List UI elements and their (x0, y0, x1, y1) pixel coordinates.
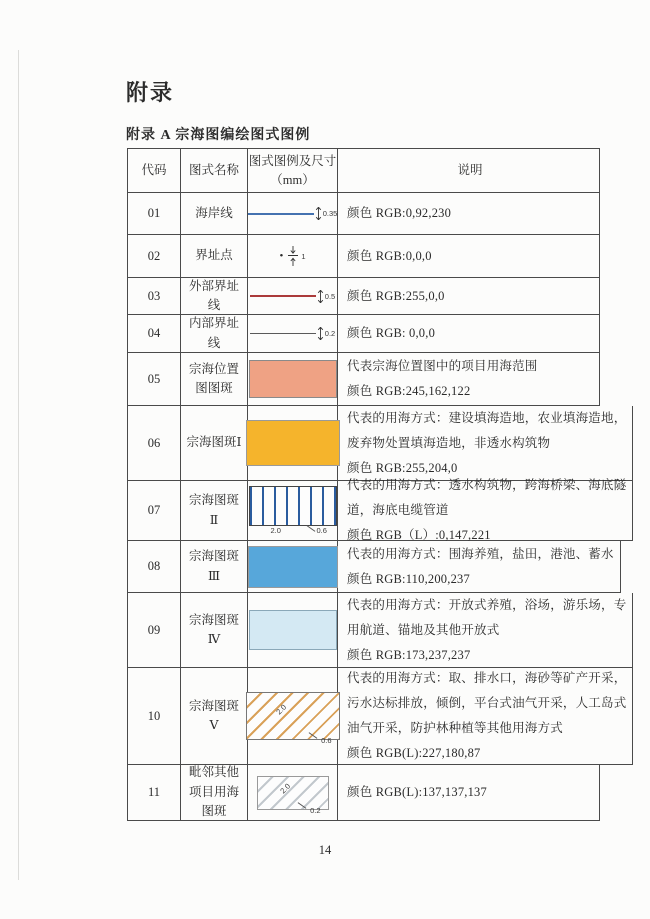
code-cell: 03 (128, 278, 181, 315)
table-row (128, 668, 627, 765)
name-cell: 宗海图斑Ⅳ (181, 593, 248, 668)
color-swatch (246, 420, 340, 466)
code-cell: 06 (128, 406, 181, 481)
description-line: 颜色 RGB:173,237,237 (347, 647, 471, 662)
symbol-cell (248, 278, 338, 315)
description-line: 颜色 RGB: 0,0,0 (347, 326, 436, 340)
description-line: 颜色 RGB(L):137,137,137 (347, 785, 487, 799)
description-cell (338, 668, 633, 765)
scan-edge-artifact (18, 50, 19, 880)
description-cell (338, 478, 633, 542)
dimension-arrow-icon (315, 207, 322, 220)
name-cell: 外部界址线 (181, 278, 248, 315)
dimension-label: 0.2 (310, 805, 321, 815)
description-cell (338, 593, 633, 668)
description-line: 颜色 RGB:255,204,0 (347, 460, 458, 475)
description-cell (338, 541, 621, 593)
code-cell: 07 (128, 481, 181, 541)
code-cell: 05 (128, 353, 181, 406)
description-line: 颜色 RGB:0,0,0 (347, 248, 432, 263)
color-swatch (249, 360, 337, 398)
description-line: 代表的用海方式：围海养殖，盐田，港池、蓄水 (347, 546, 614, 561)
header-description: 说明 (338, 149, 600, 193)
symbol-cell (248, 193, 338, 235)
table-row (128, 593, 627, 668)
dimension-label: 2.0 (273, 702, 288, 717)
page-number: 14 (318, 843, 332, 857)
description-cell (338, 353, 600, 406)
name-cell: 内部界址线 (181, 315, 248, 353)
description-line: 颜色 RGB:255,0,0 (347, 288, 445, 303)
header-legend-line1: 图式图例及尺寸 (248, 153, 337, 168)
description-cell (338, 193, 600, 235)
description-line: 颜色 RGB:245,162,122 (347, 384, 471, 398)
table-row (128, 478, 627, 542)
section-title: 附录 A 宗海图编绘图式图例 (126, 128, 311, 143)
description-line: 颜色 RGB:110,200,237 (347, 571, 470, 586)
description-line: 道，海底电缆管道 (347, 503, 449, 517)
symbol-cell (248, 765, 338, 821)
code-cell: 09 (128, 593, 181, 668)
header-name: 图式名称 (181, 149, 248, 193)
table-row (128, 193, 600, 235)
header-code: 代码 (128, 149, 181, 193)
description-cell (338, 406, 633, 481)
code-cell: 01 (128, 193, 181, 235)
header-legend-line2: （mm） (270, 172, 315, 187)
description-line: 代表的用海方式：建设填海造地，农业填海造地， (347, 410, 627, 425)
name-cell: 毗邻其他项目用海图斑 (181, 765, 248, 821)
leader-line-icon (306, 525, 315, 532)
dimension-label: 0.6 (316, 525, 327, 535)
code-cell: 04 (128, 315, 181, 353)
hatched-swatch (257, 776, 329, 810)
table-row (128, 765, 600, 821)
code-cell: 08 (128, 541, 181, 593)
description-line: 颜色 RGB(L):227,180,87 (347, 746, 481, 760)
description-line: 污水达标排放，倾倒，平台式油气开采，人工岛式 (347, 696, 627, 710)
dimension-arrow-icon (317, 327, 324, 340)
dimension-label: 2.0 (277, 781, 292, 795)
name-cell: 海岸线 (181, 193, 248, 235)
name-cell: 界址点 (181, 235, 248, 278)
symbol-cell (248, 315, 338, 353)
description-cell (338, 315, 600, 353)
symbol-cell (248, 481, 338, 541)
name-cell: 宗海位置图图斑 (181, 353, 248, 406)
table-row (128, 541, 614, 593)
table-header-row (128, 149, 600, 193)
description-line: 代表宗海位置图中的项目用海范围 (347, 359, 538, 373)
dimension-label: 0.35 (322, 209, 338, 218)
color-swatch (248, 546, 338, 588)
dimension-label: 1 (301, 251, 306, 261)
legend-line (250, 295, 316, 297)
description-line: 废弃物处置填海造地，非透水构筑物 (347, 435, 551, 450)
name-cell: 宗海图斑Ⅲ (181, 541, 248, 593)
table-row (128, 235, 600, 278)
symbol-cell (248, 541, 338, 593)
description-line: 颜色 RGB:0,92,230 (347, 206, 452, 220)
legend-table (127, 148, 627, 821)
description-line: 代表的用海方式：取、排水口，海砂等矿产开采， (347, 671, 627, 685)
dimension-arrow-icon (317, 290, 324, 303)
description-line: 代表的用海方式：开放式养殖，浴场，游乐场，专 (347, 597, 627, 612)
code-cell: 10 (128, 668, 181, 765)
name-cell: 宗海图斑Ⅰ (181, 406, 248, 481)
symbol-cell (248, 668, 338, 765)
header-legend (248, 149, 338, 193)
description-cell (338, 235, 600, 278)
symbol-cell (248, 593, 338, 668)
table-row (128, 406, 627, 481)
table-row (128, 353, 600, 406)
symbol-cell (248, 353, 338, 406)
dimension-label: 2.0 (270, 525, 281, 535)
dimension-label: 0.6 (321, 736, 332, 745)
boundary-point-icon: • (279, 249, 284, 262)
legend-line (248, 213, 314, 215)
table-row (128, 278, 600, 315)
description-cell (338, 765, 600, 821)
striped-swatch (249, 486, 337, 526)
color-swatch (249, 610, 337, 650)
code-cell: 11 (128, 765, 181, 821)
page-title: 附录 (126, 80, 175, 105)
name-cell: 宗海图斑Ⅴ (181, 668, 248, 765)
table-body (128, 193, 627, 821)
dimension-label: 0.5 (324, 291, 336, 301)
description-cell (338, 278, 600, 315)
description-line: 颜色 RGB（L）:0,147,221 (347, 528, 491, 542)
code-cell: 02 (128, 235, 181, 278)
symbol-cell (248, 406, 338, 481)
symbol-cell (248, 235, 338, 278)
dimension-arrow-icon (286, 245, 300, 267)
legend-line (250, 333, 316, 334)
description-line: 油气开采，防护林种植等其他用海方式 (347, 721, 563, 735)
name-cell: 宗海图斑Ⅱ (181, 481, 248, 541)
hatched-swatch (246, 692, 340, 740)
description-line: 代表的用海方式：透水构筑物，跨海桥梁、海底隧 (347, 478, 627, 492)
table-row (128, 315, 600, 353)
description-line: 用航道、锚地及其他开放式 (347, 622, 500, 637)
dimension-label: 0.2 (324, 329, 336, 338)
